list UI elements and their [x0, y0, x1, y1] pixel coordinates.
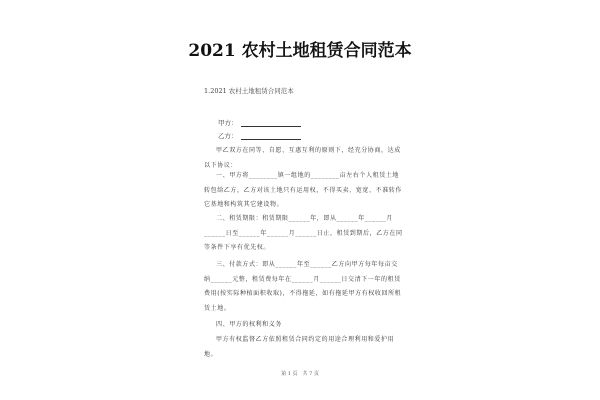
paragraph-clause-4-body — [204, 333, 404, 362]
party-b-label: 乙方： — [218, 132, 238, 140]
party-a-label: 甲方： — [218, 119, 238, 127]
document-title: 2021 农村土地租赁合同范本 — [188, 41, 412, 61]
paragraph-text: 三、付款方式：即从______年至______乙方向甲方每年每亩交纳______元整，租赁费每年在______月______日交清下一年的租赁费用(按实际种植面积收取)，不得拖延，如有拖延甲方有权收回所租赁土地。 — [204, 261, 402, 312]
page-footer: 第 1 页 共 7 页 — [281, 371, 319, 377]
party-b-field — [218, 131, 301, 140]
paragraph-text: 一、甲方将________镇一组地的________亩左右个人租赁土地转包给乙方，乙方对该土地只有运用权，不得买卖、宽宽、不准转作它基地和构筑其它建设物。 — [204, 172, 403, 208]
paragraph-text: 甲乙双方在同等、自愿、互惠互利的原则下，经充分协商，达成以下协议： — [204, 147, 401, 169]
party-a-blank-line — [241, 121, 301, 127]
paragraph-clause-1 — [204, 169, 404, 213]
paragraph-text: 四、甲方的权利和义务 — [216, 321, 283, 328]
paragraph-clause-4-heading — [204, 318, 404, 333]
party-b-blank-line — [241, 134, 301, 140]
paragraph-text: 甲方有权监督乙方依照租赁合同约定的用途合理利用和爱护用地。 — [204, 336, 395, 358]
paragraph-text: 二、租赁期限：租赁期限______年，即从______年______月______日至______年______月______日止，租赁到期后，乙方在同等条件下享有优先权。 — [204, 215, 403, 251]
document-subtitle: 1.2021 农村土地租赁合同范本 — [204, 87, 294, 95]
paragraph-clause-3 — [204, 258, 404, 316]
party-a-field — [218, 118, 301, 127]
paragraph-clause-2 — [204, 212, 404, 256]
